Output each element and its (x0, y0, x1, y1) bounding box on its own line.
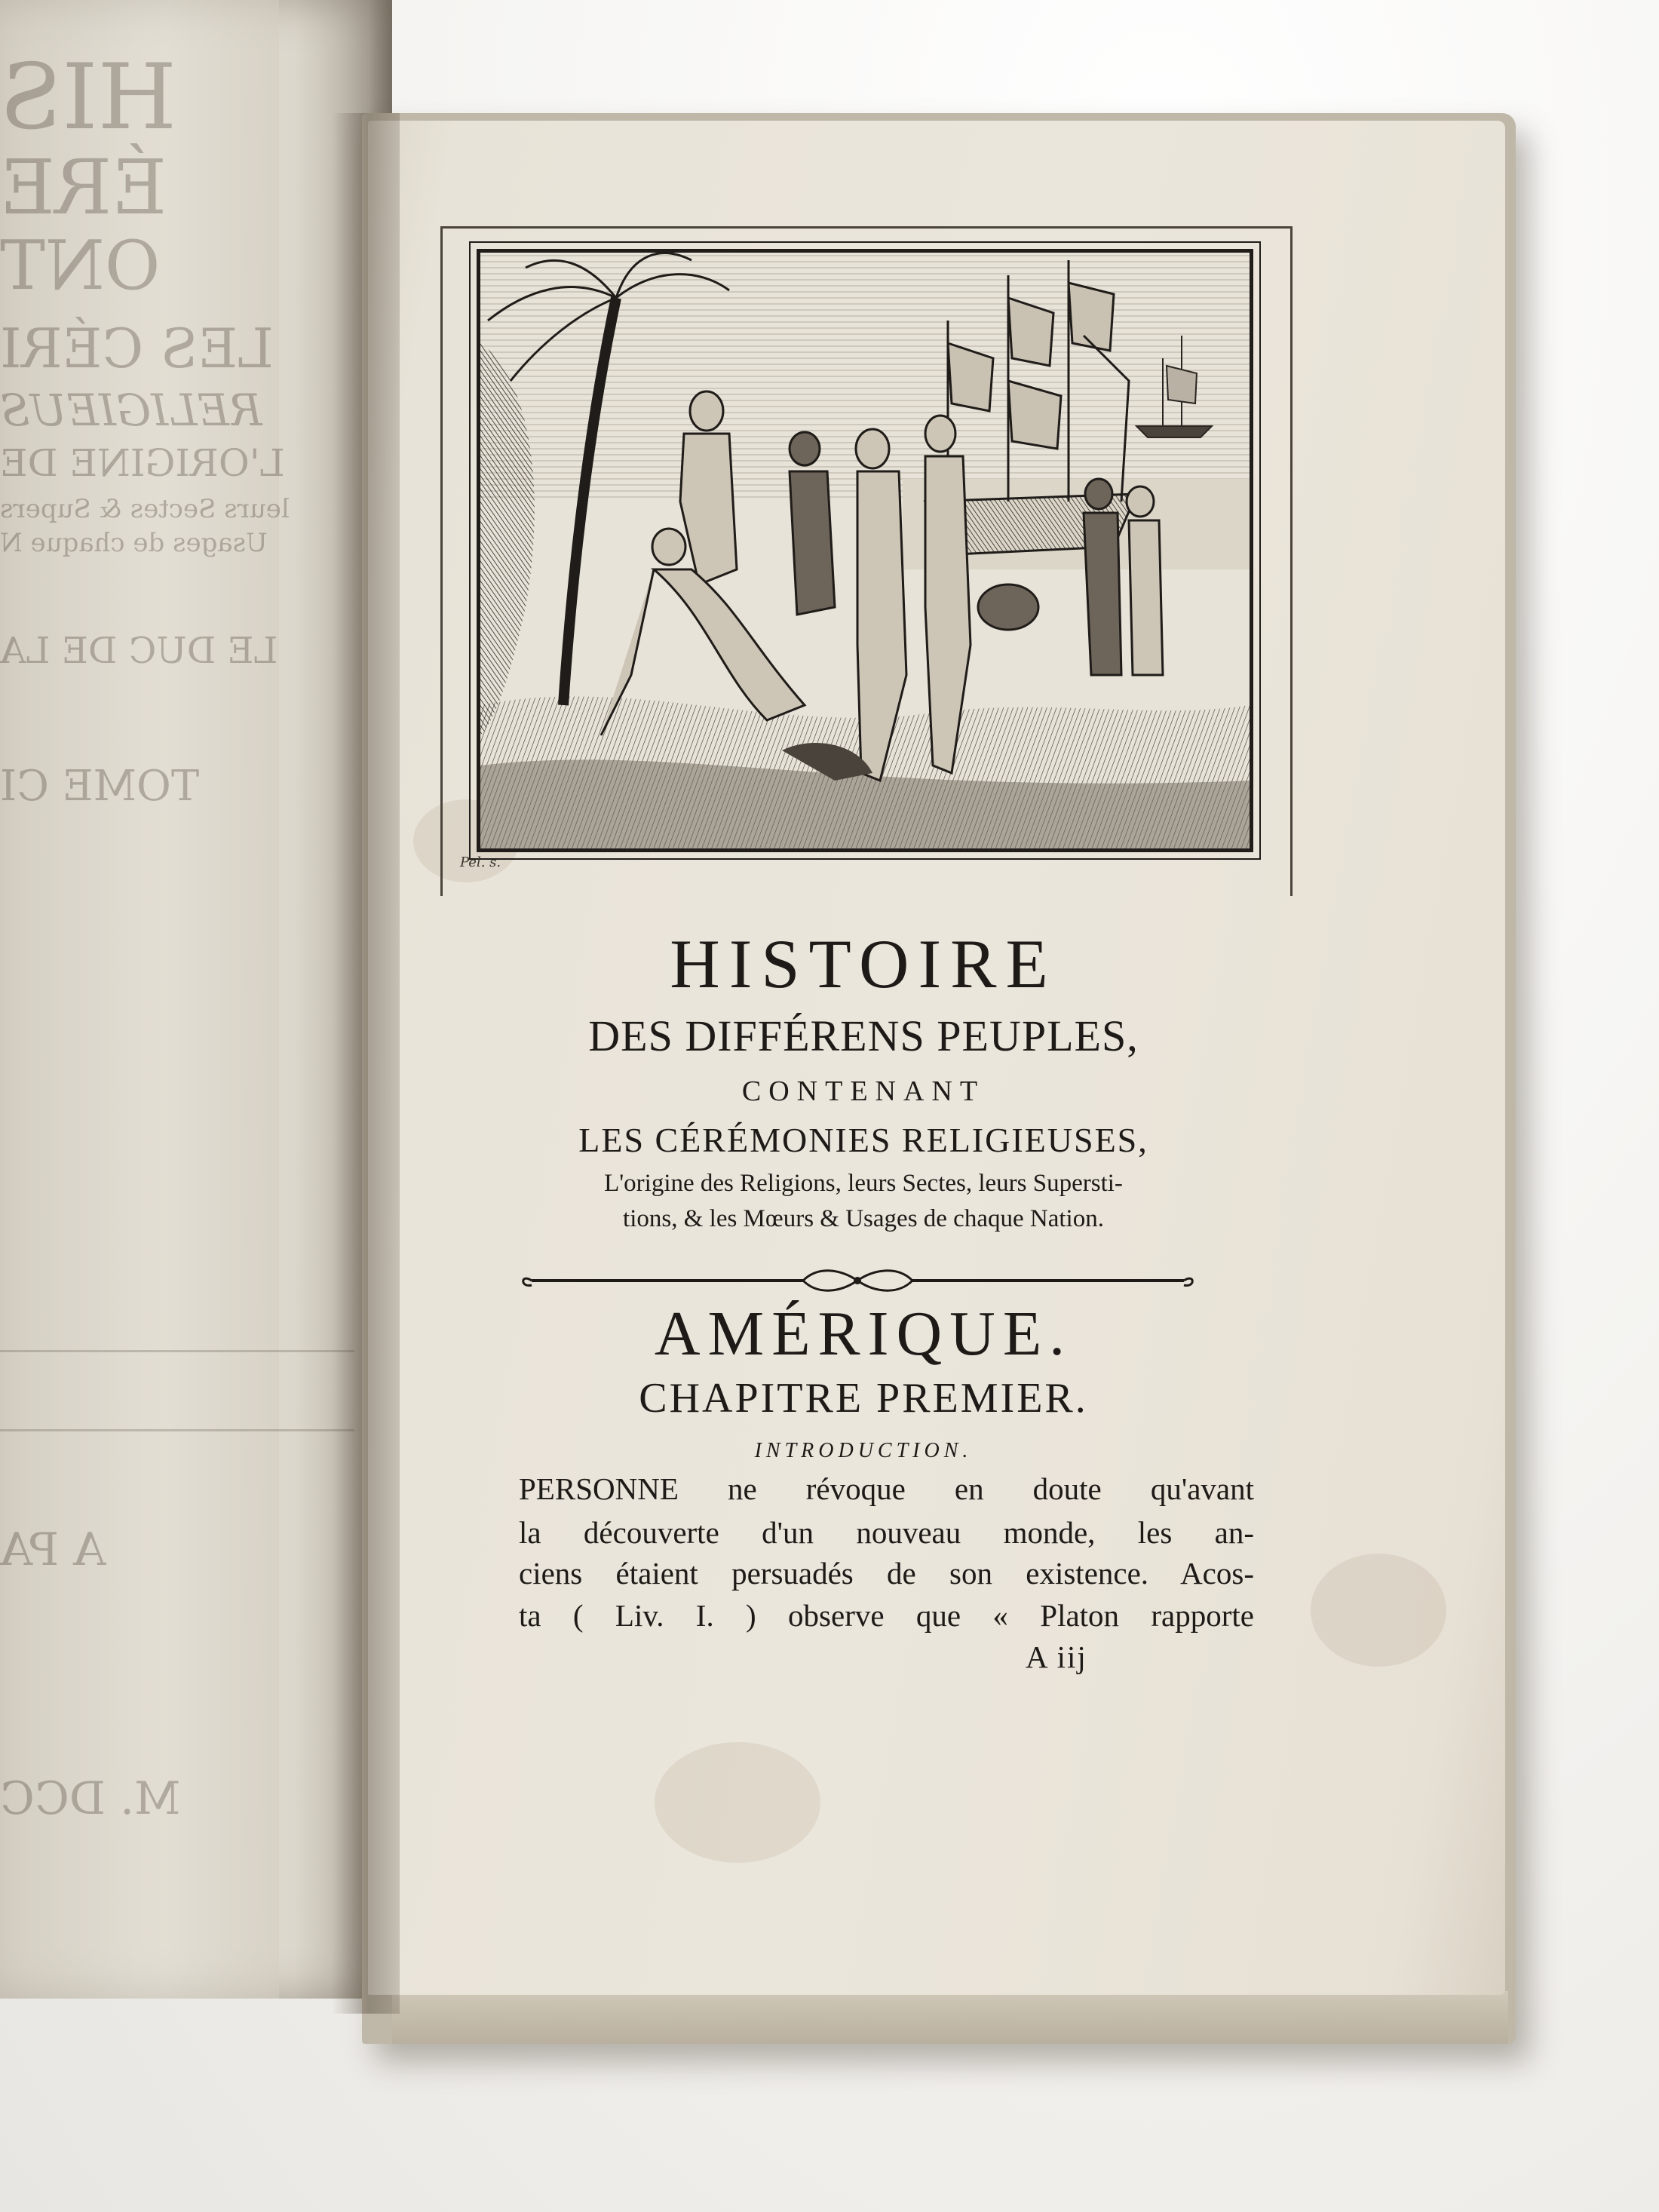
bleed-through-text: A PA (0, 1523, 106, 1576)
bleed-through-text: TOME CI (0, 762, 200, 811)
foxing-spot (655, 1742, 820, 1863)
page-edges (392, 1991, 1508, 2044)
book-subtitle: DES DIFFÉRENS PEUPLES, (588, 1011, 1139, 1060)
bleed-through-text: L'ORIGINE DE (0, 441, 285, 485)
engraved-vignette (477, 249, 1253, 852)
bleed-through-rule (0, 1429, 354, 1431)
bleed-through-text: M. DCC (0, 1772, 181, 1825)
engraving-illustration (480, 253, 1250, 848)
introduction-heading: INTRODUCTION. (754, 1439, 973, 1462)
ceremonies-line: LES CÉRÉMONIES RELIGIEUSES, (578, 1121, 1148, 1159)
bleed-through-text: ÉRE (0, 143, 167, 232)
bleed-through-text: leurs Sectes & Supers (0, 494, 290, 524)
body-line: ciens étaient persuadés de son existence. Acos- (519, 1556, 1254, 1591)
bleed-through-text: ONT (0, 226, 161, 305)
bleed-through-text: Usages de chaque N (0, 528, 268, 558)
body-line: ta ( Liv. I. ) observe que « Platon rapporte (519, 1598, 1254, 1633)
section-heading: AMÉRIQUE. (654, 1299, 1073, 1369)
contenant-line: CONTENANT (741, 1075, 986, 1107)
description-line-1: L'origine des Religions, leurs Sectes, leurs Supersti- (604, 1170, 1123, 1197)
bleed-through-text: RELIGIEUS (0, 385, 262, 436)
bleed-through-rule (0, 1350, 354, 1352)
body-line: PERSONNE ne révoque en doute qu'avant (519, 1471, 1254, 1506)
book-title: HISTOIRE (670, 925, 1057, 1002)
bleed-through-text: HIS (0, 45, 177, 150)
body-line: la découverte d'un nouveau monde, les an- (519, 1515, 1254, 1550)
engraver-signature: Pel. s. (460, 854, 501, 870)
foxing-spot (1311, 1554, 1446, 1667)
signature-mark: A iij (1026, 1640, 1087, 1674)
bleed-through-text: LE DUC DE LA (0, 630, 278, 672)
bleed-through-text: LES CÉRI (0, 317, 274, 380)
ornamental-rule (517, 1266, 1199, 1296)
gutter-shadow (332, 113, 400, 2014)
description-line-2: tions, & les Mœurs & Usages de chaque Nation. (623, 1205, 1104, 1232)
chapter-heading: CHAPITRE PREMIER. (639, 1375, 1088, 1422)
